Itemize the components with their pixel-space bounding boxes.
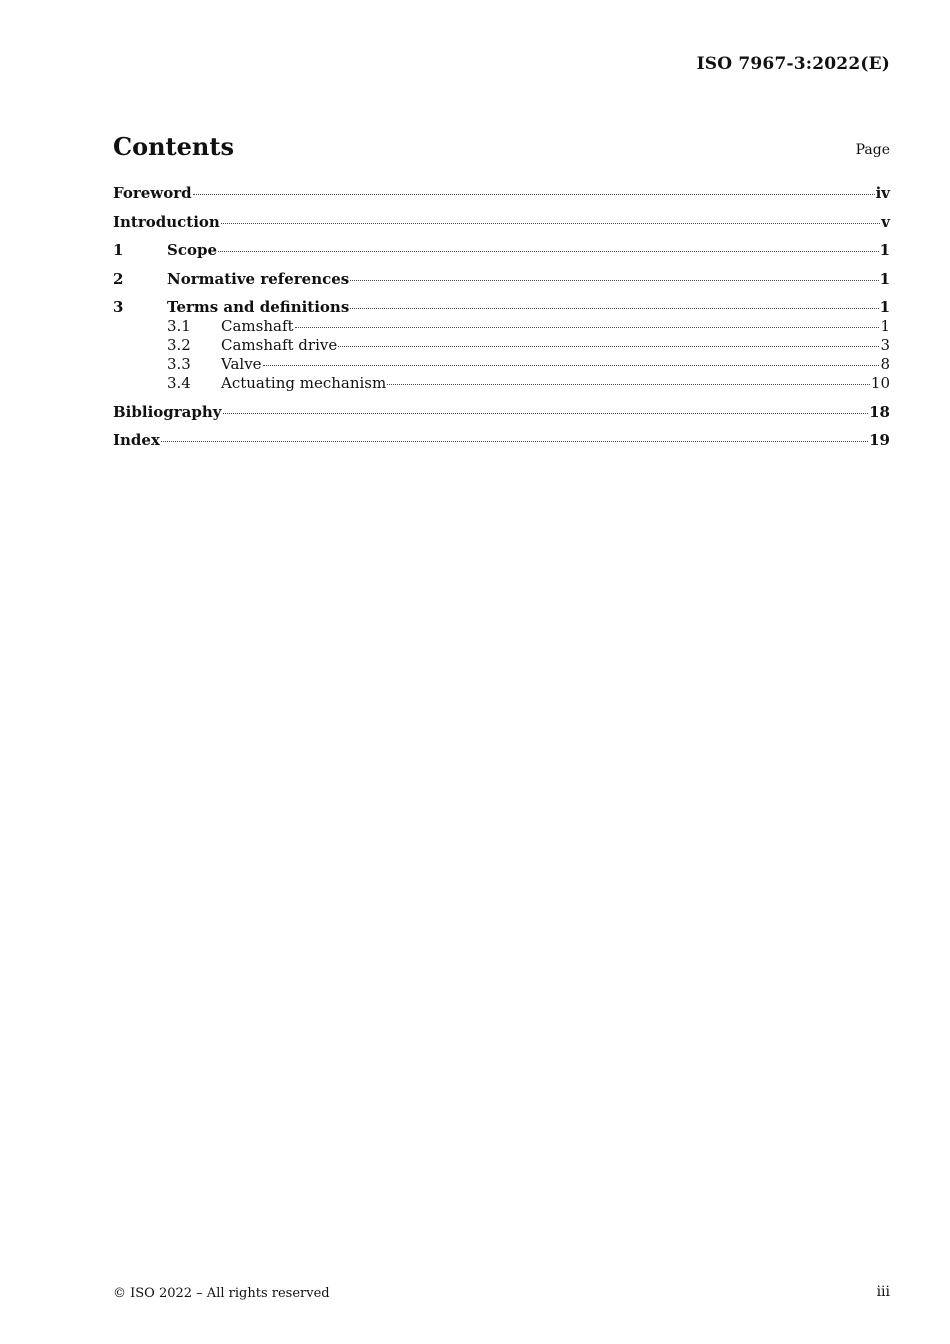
toc-entry-page: 3 xyxy=(880,336,890,354)
toc-entry-number: 2 xyxy=(113,269,124,288)
document-identifier: ISO 7967-3:2022(E) xyxy=(696,54,890,74)
toc-entry-title: Index xyxy=(113,431,160,449)
toc-entry-title: Bibliography xyxy=(113,402,222,421)
dot-leader xyxy=(223,412,869,414)
toc-entry-page: v xyxy=(881,212,890,231)
toc-entry-page: 8 xyxy=(880,355,890,373)
dot-leader xyxy=(161,440,868,442)
copyright-notice: © ISO 2022 – All rights reserved xyxy=(113,1286,330,1301)
dot-leader xyxy=(350,279,878,281)
toc-entry-normative-references[interactable] xyxy=(113,270,890,289)
dot-leader xyxy=(218,250,879,252)
toc-entry-page: 18 xyxy=(869,402,890,421)
toc-entry-page: 1 xyxy=(879,269,890,288)
toc-entry-scope[interactable] xyxy=(113,241,890,260)
dot-leader xyxy=(193,193,875,195)
toc-entry-title: Scope xyxy=(167,241,218,259)
dot-leader xyxy=(350,307,878,309)
toc-entry-title: Actuating mechanism xyxy=(221,374,387,392)
toc-entry-title: Terms and definitions xyxy=(167,298,350,316)
toc-entry-bibliography[interactable] xyxy=(113,403,890,422)
dot-leader xyxy=(387,383,870,385)
toc-entry-terms-and-definitions[interactable] xyxy=(113,298,890,317)
toc-entry-camshaft-drive[interactable] xyxy=(113,336,890,355)
toc-entry-page: 1 xyxy=(879,241,890,259)
toc-entry-number: 3 xyxy=(113,298,124,316)
toc-entry-actuating-mechanism[interactable] xyxy=(113,374,890,393)
toc-entry-title: Camshaft xyxy=(221,317,294,335)
toc-entry-number: 3.2 xyxy=(167,336,191,354)
contents-title: Contents xyxy=(113,132,234,161)
dot-leader xyxy=(295,326,880,328)
contents-heading-row xyxy=(113,132,890,166)
toc-entry-valve[interactable] xyxy=(113,355,890,374)
toc-entry-camshaft[interactable] xyxy=(113,317,890,336)
table-of-contents xyxy=(113,184,890,450)
toc-entry-page: 1 xyxy=(880,317,890,335)
dot-leader xyxy=(221,222,880,224)
toc-entry-number: 3.4 xyxy=(167,374,191,392)
dot-leader xyxy=(338,345,879,347)
toc-entry-number: 3.1 xyxy=(167,317,191,335)
toc-entry-title: Foreword xyxy=(113,184,192,202)
toc-entry-number: 1 xyxy=(113,241,124,259)
page-column-label: Page xyxy=(855,142,890,158)
toc-entry-title: Valve xyxy=(221,355,262,373)
page-number: iii xyxy=(876,1284,890,1300)
toc-entry-title: Normative references xyxy=(167,269,350,288)
toc-entry-introduction[interactable] xyxy=(113,213,890,232)
toc-entry-title: Introduction xyxy=(113,212,220,231)
toc-entry-index[interactable] xyxy=(113,431,890,450)
toc-entry-page: iv xyxy=(875,184,890,202)
toc-entry-foreword[interactable] xyxy=(113,184,890,203)
toc-entry-page: 10 xyxy=(870,374,890,392)
dot-leader xyxy=(263,364,880,366)
toc-entry-number: 3.3 xyxy=(167,355,191,373)
toc-entry-page: 1 xyxy=(879,298,890,316)
toc-entry-page: 19 xyxy=(869,431,890,449)
toc-entry-title: Camshaft drive xyxy=(221,336,338,354)
